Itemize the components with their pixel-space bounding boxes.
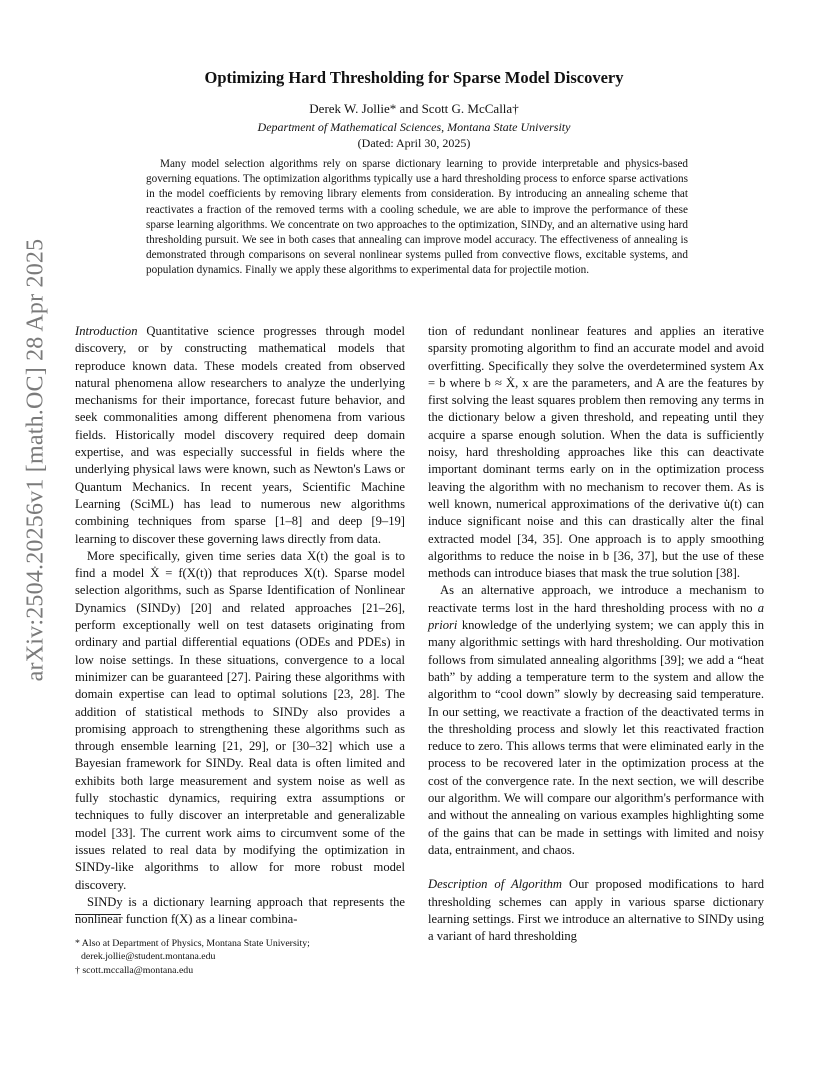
intro-heading: Introduction bbox=[75, 324, 138, 338]
right-column bbox=[428, 323, 764, 945]
right-paragraph-2-a: As an alternative approach, we introduce a mechanism to reactivate terms lost in the hard thresholding process with no bbox=[428, 583, 764, 615]
description-heading: Description of Algorithm bbox=[428, 877, 563, 892]
footnote-rule bbox=[75, 914, 121, 915]
footnote-2: † scott.mccalla@montana.edu bbox=[75, 965, 194, 976]
arxiv-identifier-stamp bbox=[14, 238, 58, 682]
paper-affiliation: Department of Mathematical Sciences, Montana State University bbox=[257, 120, 571, 134]
paper-title: Optimizing Hard Thresholding for Sparse Model Discovery bbox=[204, 68, 624, 87]
abstract: Many model selection algorithms rely on sparse dictionary learning to provide interpretable and physics-based governing equations. The optimization algorithms typically use a hard thresholding process to enforce sparse activations in the model coefficients by removing library elements from consideration. By introducing an annealing scheme that reactivates a fraction of the removed terms with a cooling schedule, we are able to improve the performance of these sparse learning algorithms. We concentrate on two approaches to the optimization, SINDy, and an alternative using hard thresholding pursuit. We see in both cases that annealing can improve model accuracy. The effectiveness of annealing is demonstrated through comparisons on several nonlinear systems pulled from convective flows, excitable systems, and population dynamics. Finally we apply these algorithms to experimental data for projectile motion. bbox=[146, 158, 688, 277]
arxiv-identifier-text: arXiv:2504.20256v1 [math.OC] 28 Apr 2025 bbox=[22, 238, 49, 682]
right-paragraph-2-emphasis: a priori bbox=[428, 600, 764, 633]
footnotes bbox=[75, 937, 405, 977]
left-column bbox=[75, 323, 405, 928]
intro-paragraph-3: SINDy is a dictionary learning approach that represents the nonlinear function f(X) as a linear combina- bbox=[75, 894, 405, 927]
description-paragraph-1 bbox=[428, 876, 764, 945]
footnote-1: * Also at Department of Physics, Montana State University; derek.jollie@student.montana.edu bbox=[75, 938, 310, 962]
paper-authors: Derek W. Jollie* and Scott G. McCalla† bbox=[309, 101, 519, 116]
description-paragraph-1-text: Our proposed modifications to hard thresholding schemes can apply in various sparse dictionary learning settings. First we introduce an alternative to SINDy using a variant of hard thresholding bbox=[428, 877, 765, 944]
intro-paragraph-2: More specifically, given time series data X(t) the goal is to find a model Ẋ = f(X(t)) that reproduces X(t). Sparse model selection algorithms, such as Sparse Identification of Nonlinear Dynamics (SINDy) [20] and related approaches [21–26], perform exceptionally well on test datasets originating from ordinary and partial differential equations (ODEs and PDEs) in low noise settings. In these situations, convergence to a local minimizer can be guaranteed [27]. Pairing these algorithms with domain expertise can lead to optimal solutions [23, 28]. The addition of statistical methods to SINDy also provides a promising approach to strengthening these algorithms such as through ensemble learning [21, 29], or [30–32] which use a Bayesian framework for SINDy. Real data is often limited and exhibits both large measurement and system noise as well as fully stochastic dynamics, requiring extra assumptions or techniques to fully discover an interpretable and generalizable model [33]. The current work aims to circumvent some of the issues related to real data by modifying the optimization in SINDy-like algorithms to allow for more robust model discovery. bbox=[75, 548, 405, 892]
right-paragraph-2 bbox=[428, 582, 764, 859]
right-paragraph-2-b: knowledge of the underlying system; we can apply this in many algorithmic settings with hard thresholding. Our motivation follows from simulated annealing algorithms [39]; we add a “heat bath” by adding a temperature term to the system and allow the algorithm to “cool down” slowly by decreasing said temperature. In our setting, we reactivate a fraction of the deactivated terms in the thresholding process and slowly let this reactivated fraction reduce to zero. This allows terms that were eliminated early in the process to be recovered later in the optimization process at the cost of the convergence rate. In the next section, we will describe our algorithm. We will compare our algorithm's performance with and without the annealing on various examples highlighting some of the gains that can be made in settings with limited and noisy data, entrainment, and chaos. bbox=[428, 618, 764, 857]
paper-date: (Dated: April 30, 2025) bbox=[357, 136, 471, 150]
right-paragraph-1: tion of redundant nonlinear features and applies an iterative sparsity promoting algorithm to find an accurate model and avoid overfitting. Specifically they solve the overdetermined system Ax = b where b ≈ Ẋ, x are the parameters, and A are the features by first solving the least squares problem then removing any terms in the dictionary below a given threshold, and repeating until they acquire a sparse enough solution. When the data is sufficiently noisy, hard thresholding approaches like this can deactivate important dominant terms early on in the optimization process leaving the algorithm with no mechanism to recover them. As is well known, numerical approximations of the derivative u̇(t) can induce significant noise and this can drastically alter the final extracted model [34, 35]. One approach is to apply smoothing algorithms to reduce the noise in b [36, 37], but the use of these methods can introduce biases that mask the true solution [38]. bbox=[428, 324, 764, 581]
intro-paragraph-1 bbox=[75, 323, 405, 548]
intro-paragraph-1-text: Quantitative science progresses through model discovery, or by constructing mathematical models that reproduce known data. These models created from observed natural phenomena allow researchers to analyze the underlying mechanisms for their importance, forecast future behavior, and seek commonalities among different phenomena from various fields. Historically model discovery required deep domain expertise, and was especially successful in fields where the underlying physical laws were known, such as Newton's Laws or Quantum Mechanics. In recent years, Scientific Machine Learning (SciML) has lead to numerous new algorithms combining techniques from sparse [1–8] and deep [9–19] learning to discover these governing laws directly from data. bbox=[75, 324, 405, 546]
